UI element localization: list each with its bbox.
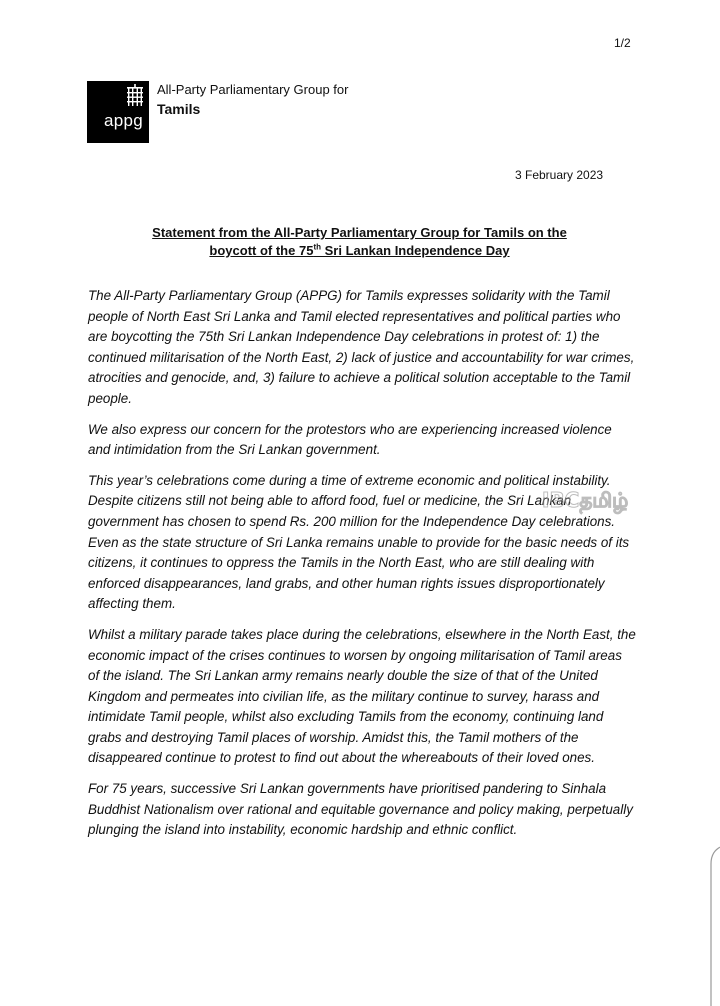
org-name-line1: All-Party Parliamentary Group for: [157, 82, 349, 97]
paragraph-2: We also express our concern for the protestors who are experiencing increased violence and intimidation from the Sri Lankan government.: [88, 421, 612, 458]
title-line2-prefix: boycott of the 75: [209, 243, 314, 258]
title-line1: Statement from the All-Party Parliamentary Group for Tamils on the: [152, 225, 567, 240]
title-line2-suffix: Sri Lankan Independence Day: [321, 243, 510, 258]
org-name-line2: Tamils: [157, 101, 201, 117]
paragraph-3: This year’s celebrations come during a time of extreme economic and political instability. Despite citizens still not being able to afford food, fuel or medicine, the Sri Lankan government has chosen to spend Rs. 200 million for the Independence Day celebrations. Even as the state structure of Sri Lanka remains unable to provide for the basic needs of its citizens, it continues to oppress the Tamils in the North East, who are still dealing with enforced disappearances, land grabs, and other human rights issues disproportionately affecting them.: [88, 472, 630, 612]
title-line2-sup: th: [313, 242, 321, 252]
statement-title: [100, 224, 619, 260]
page-number: 1/2: [614, 36, 631, 50]
portcullis-icon: [123, 84, 147, 108]
watermark-text: IBCதமிழ்: [542, 488, 629, 512]
logo-text: appg: [104, 111, 144, 130]
scroll-edge: [709, 846, 720, 1006]
appg-logo: [87, 81, 149, 143]
paragraph-1: The All-Party Parliamentary Group (APPG) for Tamils expresses solidarity with the Tamil people of North East Sri Lanka and Tamil elected representatives and political parties who are boycotting the 75th Sri Lankan Independence Day celebrations in protest of: 1) the continued militarisation of the North East, 2) lack of justice and accountability for war crimes, atrocities and genocide, and, 3) failure to achieve a political solution acceptable to the Tamil people.: [88, 288, 635, 406]
ibc-watermark: [540, 483, 670, 515]
statement-body: [88, 286, 636, 851]
statement-date: 3 February 2023: [515, 168, 604, 182]
paragraph-4: Whilst a military parade takes place during the celebrations, elsewhere in the North East, the economic impact of the crises continues to worsen by ongoing militarisation of Tamil areas of the island. The Sri Lankan army remains nearly double the size of that of the United Kingdom and permeates into civilian life, as the military continue to survey, harass and intimidate Tamil people, whilst also excluding Tamils from the economy, continuing land grabs and destroying Tamil places of worship. Amidst this, the Tamil mothers of the disappeared continue to protest to find out about the whereabouts of their loved ones.: [88, 626, 636, 766]
paragraph-5: For 75 years, successive Sri Lankan governments have prioritised pandering to Sinhala Buddhist Nationalism over rational and equitable governance and policy making, perpetually plunging the island into instability, economic hardship and ethnic conflict.: [88, 781, 633, 838]
